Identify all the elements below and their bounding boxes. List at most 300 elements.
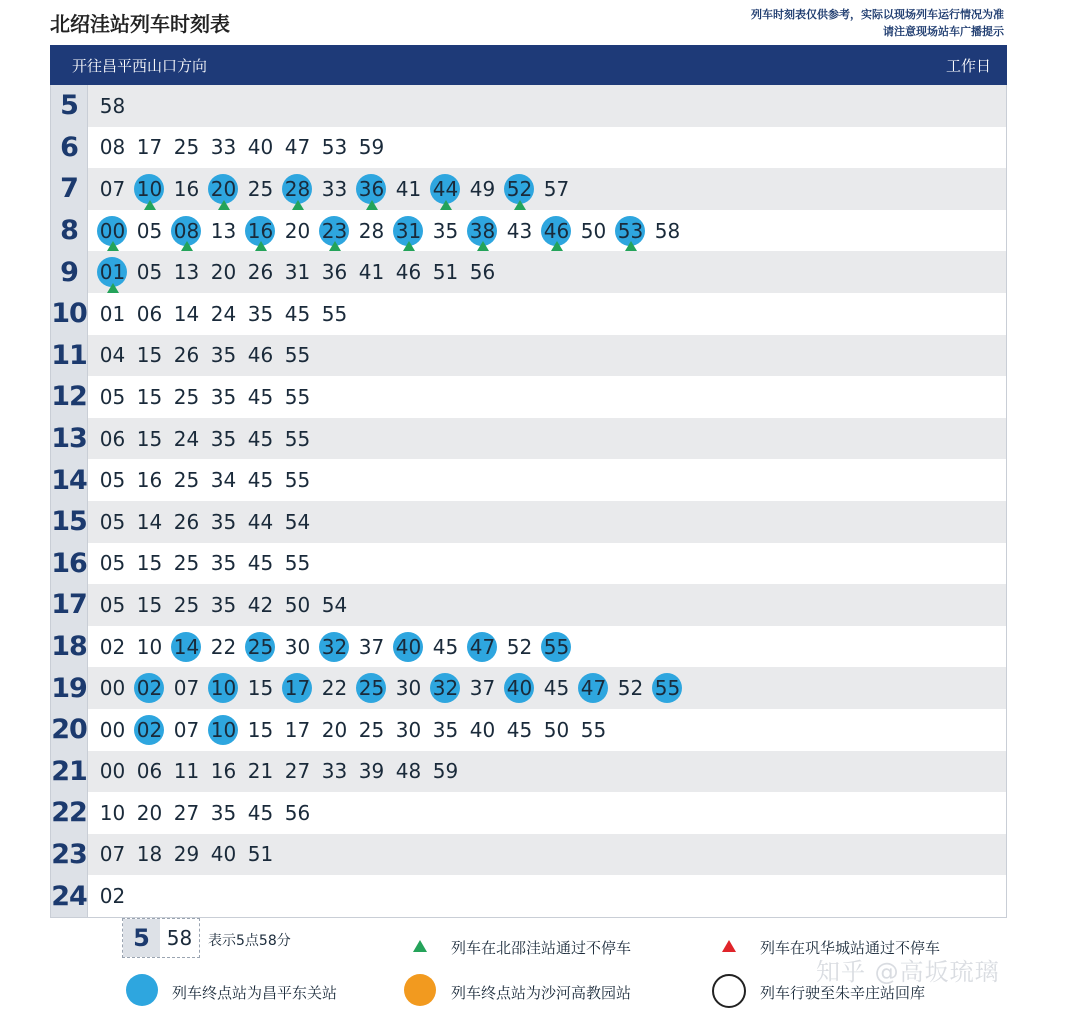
minute-value: 08	[99, 135, 126, 160]
departure-minute	[94, 376, 131, 418]
hour-row	[51, 875, 1006, 917]
minute-value: 50	[284, 592, 311, 617]
departure-minute	[168, 751, 205, 793]
minutes-list	[88, 459, 316, 501]
green-triangle-icon	[292, 200, 304, 210]
hour-row	[51, 584, 1006, 626]
green-triangle-icon	[107, 241, 119, 251]
departure-minute	[168, 376, 205, 418]
minute-value: 16	[173, 176, 200, 201]
minute-value: 40	[469, 717, 496, 742]
departure-minute	[94, 335, 131, 377]
departure-minute	[279, 459, 316, 501]
departure-minute	[94, 543, 131, 585]
minute-value: 08	[173, 218, 200, 243]
hour-label: 17	[51, 584, 88, 626]
hour-row	[51, 459, 1006, 501]
watermark: 知乎 @高坂琉璃	[816, 958, 1000, 986]
departure-minute	[94, 667, 131, 709]
minute-value: 45	[247, 551, 274, 576]
minute-value: 10	[136, 176, 163, 201]
hour-row	[51, 834, 1006, 876]
green-triangle-icon	[218, 200, 230, 210]
minute-value: 47	[469, 634, 496, 659]
minute-value: 25	[358, 717, 385, 742]
minute-value: 45	[247, 800, 274, 825]
minute-value: 56	[284, 800, 311, 825]
departure-minute	[279, 501, 316, 543]
minute-value: 33	[321, 759, 348, 784]
departure-minute	[94, 501, 131, 543]
minute-value: 42	[247, 592, 274, 617]
departure-minute	[168, 626, 205, 668]
minute-value: 15	[136, 426, 163, 451]
departure-minute	[390, 751, 427, 793]
day-type-label: 工作日	[945, 56, 991, 75]
departure-minute	[279, 584, 316, 626]
minute-value: 40	[395, 634, 422, 659]
departure-minute	[131, 251, 168, 293]
minute-value: 35	[432, 717, 459, 742]
departure-minute	[279, 293, 316, 335]
departure-minute	[464, 709, 501, 751]
minute-value: 20	[210, 176, 237, 201]
minute-value: 47	[284, 135, 311, 160]
departure-minute	[353, 251, 390, 293]
minute-value: 35	[210, 426, 237, 451]
minute-value: 26	[173, 343, 200, 368]
departure-minute	[205, 543, 242, 585]
green-triangle-icon	[255, 241, 267, 251]
minute-value: 35	[210, 592, 237, 617]
minutes-list	[88, 543, 316, 585]
minute-value: 14	[173, 301, 200, 326]
departure-minute	[390, 709, 427, 751]
departure-minute	[242, 751, 279, 793]
departure-minute	[168, 210, 205, 252]
minute-value: 34	[210, 468, 237, 493]
legend-red-triangle-text: 列车在巩华城站通过不停车	[760, 939, 941, 957]
minute-value: 54	[321, 592, 348, 617]
green-triangle-icon	[366, 200, 378, 210]
departure-minute	[316, 626, 353, 668]
minute-value: 22	[321, 676, 348, 701]
departure-minute	[168, 127, 205, 169]
departure-minute	[501, 709, 538, 751]
departure-minute	[242, 501, 279, 543]
minute-value: 17	[136, 135, 163, 160]
minutes-list	[88, 501, 316, 543]
hour-row	[51, 626, 1006, 668]
departure-minute	[131, 376, 168, 418]
minute-value: 36	[321, 260, 348, 285]
hour-label: 22	[51, 792, 88, 834]
minutes-list	[88, 168, 575, 210]
red-triangle-icon	[722, 940, 736, 952]
departure-minute	[242, 335, 279, 377]
departure-minute	[464, 168, 501, 210]
minute-value: 41	[395, 176, 422, 201]
timetable-header	[50, 45, 1007, 85]
departure-minute	[205, 376, 242, 418]
minute-value: 29	[173, 842, 200, 867]
green-triangle-icon	[403, 241, 415, 251]
departure-minute	[538, 210, 575, 252]
departure-minute	[316, 751, 353, 793]
minute-value: 07	[99, 176, 126, 201]
departure-minute	[279, 792, 316, 834]
departure-minute	[279, 335, 316, 377]
minutes-list	[88, 376, 316, 418]
departure-minute	[279, 709, 316, 751]
departure-minute	[168, 251, 205, 293]
departure-minute	[464, 626, 501, 668]
departure-minute	[205, 751, 242, 793]
hour-label: 6	[51, 127, 88, 169]
departure-minute	[205, 709, 242, 751]
minute-value: 27	[284, 759, 311, 784]
minute-value: 01	[99, 260, 126, 285]
blue-circle-icon	[126, 974, 158, 1006]
departure-minute	[242, 626, 279, 668]
minute-value: 35	[210, 551, 237, 576]
hour-label: 16	[51, 543, 88, 585]
departure-minute	[353, 626, 390, 668]
minute-value: 45	[506, 717, 533, 742]
minute-value: 32	[321, 634, 348, 659]
hour-label: 13	[51, 418, 88, 460]
hour-row	[51, 709, 1006, 751]
minute-value: 44	[247, 509, 274, 534]
departure-minute	[131, 335, 168, 377]
minute-value: 35	[432, 218, 459, 243]
minute-value: 31	[395, 218, 422, 243]
departure-minute	[649, 210, 686, 252]
minute-value: 00	[99, 717, 126, 742]
departure-minute	[427, 667, 464, 709]
departure-minute	[464, 251, 501, 293]
disclaimer-note	[751, 6, 1004, 40]
minute-value: 10	[210, 717, 237, 742]
minute-value: 02	[99, 884, 126, 909]
departure-minute	[168, 459, 205, 501]
departure-minute	[538, 626, 575, 668]
minute-value: 53	[617, 218, 644, 243]
minute-value: 33	[321, 176, 348, 201]
hour-row	[51, 251, 1006, 293]
minutes-list	[88, 418, 316, 460]
departure-minute	[242, 667, 279, 709]
minutes-list	[88, 709, 612, 751]
timetable	[50, 45, 1007, 918]
departure-minute	[131, 792, 168, 834]
minute-value: 52	[506, 176, 533, 201]
minute-value: 10	[136, 634, 163, 659]
note-line-1: 列车时刻表仅供参考，实际以现场列车运行情况为准	[751, 8, 1004, 21]
departure-minute	[94, 709, 131, 751]
legend-example-text: 表示5点58分	[208, 933, 291, 949]
minute-value: 33	[210, 135, 237, 160]
minute-value: 25	[173, 135, 200, 160]
departure-minute	[501, 626, 538, 668]
hour-label: 18	[51, 626, 88, 668]
departure-minute	[242, 792, 279, 834]
minute-value: 49	[469, 176, 496, 201]
minute-value: 55	[284, 384, 311, 409]
minute-value: 50	[543, 717, 570, 742]
departure-minute	[316, 667, 353, 709]
minute-value: 14	[173, 634, 200, 659]
departure-minute	[131, 459, 168, 501]
minutes-list	[88, 834, 279, 876]
minute-value: 55	[654, 676, 681, 701]
minute-value: 36	[358, 176, 385, 201]
minute-value: 05	[99, 592, 126, 617]
departure-minute	[390, 168, 427, 210]
departure-minute	[464, 210, 501, 252]
departure-minute	[94, 834, 131, 876]
minute-value: 41	[358, 260, 385, 285]
departure-minute	[168, 293, 205, 335]
minute-value: 40	[210, 842, 237, 867]
departure-minute	[242, 543, 279, 585]
minute-value: 05	[136, 218, 163, 243]
departure-minute	[427, 251, 464, 293]
minute-value: 55	[284, 551, 311, 576]
departure-minute	[131, 667, 168, 709]
minute-value: 10	[99, 800, 126, 825]
departure-minute	[94, 127, 131, 169]
minute-value: 00	[99, 218, 126, 243]
hour-label: 9	[51, 251, 88, 293]
minute-value: 00	[99, 676, 126, 701]
departure-minute	[94, 85, 131, 127]
departure-minute	[168, 834, 205, 876]
minute-value: 30	[395, 717, 422, 742]
hour-row	[51, 543, 1006, 585]
minute-value: 07	[173, 717, 200, 742]
minute-value: 05	[99, 551, 126, 576]
minute-value: 46	[247, 343, 274, 368]
minute-value: 28	[284, 176, 311, 201]
minutes-list	[88, 584, 353, 626]
departure-minute	[168, 584, 205, 626]
hour-row	[51, 501, 1006, 543]
departure-minute	[94, 168, 131, 210]
minutes-list	[88, 85, 131, 127]
departure-minute	[205, 792, 242, 834]
hour-row	[51, 376, 1006, 418]
minute-value: 45	[543, 676, 570, 701]
departure-minute	[94, 251, 131, 293]
legend-example	[122, 918, 200, 958]
departure-minute	[279, 626, 316, 668]
departure-minute	[353, 667, 390, 709]
departure-minute	[316, 251, 353, 293]
departure-minute	[390, 210, 427, 252]
departure-minute	[353, 168, 390, 210]
minute-value: 54	[284, 509, 311, 534]
legend-orange-circle-text: 列车终点站为沙河高教园站	[451, 984, 632, 1002]
green-triangle-icon	[625, 241, 637, 251]
departure-minute	[94, 584, 131, 626]
departure-minute	[205, 834, 242, 876]
minutes-list	[88, 293, 353, 335]
minute-value: 28	[358, 218, 385, 243]
departure-minute	[649, 667, 686, 709]
minute-value: 44	[432, 176, 459, 201]
hour-label: 21	[51, 751, 88, 793]
hour-label: 5	[51, 85, 88, 127]
departure-minute	[242, 376, 279, 418]
minute-value: 17	[284, 717, 311, 742]
white-circle-icon	[712, 974, 746, 1008]
minutes-list	[88, 251, 501, 293]
minute-value: 35	[210, 509, 237, 534]
minute-value: 25	[247, 176, 274, 201]
departure-minute	[427, 210, 464, 252]
departure-minute	[427, 709, 464, 751]
minute-value: 45	[432, 634, 459, 659]
departure-minute	[575, 210, 612, 252]
departure-minute	[242, 168, 279, 210]
minute-value: 16	[247, 218, 274, 243]
minute-value: 45	[247, 426, 274, 451]
minute-value: 06	[99, 426, 126, 451]
minute-value: 56	[469, 260, 496, 285]
departure-minute	[205, 210, 242, 252]
green-triangle-icon	[440, 200, 452, 210]
minute-value: 35	[247, 301, 274, 326]
minutes-list	[88, 335, 316, 377]
page-title: 北绍洼站列车时刻表	[50, 12, 230, 36]
note-line-2: 请注意现场站车广播提示	[883, 25, 1004, 38]
minute-value: 53	[321, 135, 348, 160]
departure-minute	[390, 667, 427, 709]
hour-row	[51, 667, 1006, 709]
minute-value: 05	[99, 384, 126, 409]
departure-minute	[612, 210, 649, 252]
minute-value: 40	[506, 676, 533, 701]
departure-minute	[353, 751, 390, 793]
departure-minute	[538, 667, 575, 709]
departure-minute	[205, 251, 242, 293]
minute-value: 16	[136, 468, 163, 493]
minute-value: 06	[136, 759, 163, 784]
minute-value: 17	[284, 676, 311, 701]
departure-minute	[242, 459, 279, 501]
minute-value: 37	[358, 634, 385, 659]
departure-minute	[168, 335, 205, 377]
minute-value: 26	[173, 509, 200, 534]
minute-value: 15	[136, 592, 163, 617]
orange-circle-icon	[404, 974, 436, 1006]
departure-minute	[279, 543, 316, 585]
minute-value: 15	[247, 717, 274, 742]
minute-value: 59	[432, 759, 459, 784]
minute-value: 26	[247, 260, 274, 285]
departure-minute	[131, 834, 168, 876]
hour-row	[51, 168, 1006, 210]
departure-minute	[242, 127, 279, 169]
legend-example-minute: 58	[166, 926, 193, 950]
green-triangle-icon	[514, 200, 526, 210]
minute-value: 47	[580, 676, 607, 701]
minute-value: 55	[284, 426, 311, 451]
departure-minute	[242, 584, 279, 626]
departure-minute	[353, 127, 390, 169]
departure-minute	[242, 834, 279, 876]
minutes-list	[88, 626, 575, 668]
departure-minute	[205, 418, 242, 460]
minute-value: 14	[136, 509, 163, 534]
minute-value: 27	[173, 800, 200, 825]
departure-minute	[390, 626, 427, 668]
minutes-list	[88, 667, 686, 709]
minute-value: 31	[284, 260, 311, 285]
hour-label: 10	[51, 293, 88, 335]
hour-row	[51, 751, 1006, 793]
minute-value: 02	[136, 717, 163, 742]
minute-value: 20	[321, 717, 348, 742]
departure-minute	[205, 501, 242, 543]
green-triangle-icon	[413, 940, 427, 952]
departure-minute	[131, 293, 168, 335]
departure-minute	[279, 376, 316, 418]
minute-value: 22	[210, 634, 237, 659]
hour-row	[51, 210, 1006, 252]
departure-minute	[94, 792, 131, 834]
minute-value: 25	[173, 592, 200, 617]
departure-minute	[205, 335, 242, 377]
minute-value: 01	[99, 301, 126, 326]
departure-minute	[501, 667, 538, 709]
hour-label: 19	[51, 667, 88, 709]
departure-minute	[94, 626, 131, 668]
hour-row	[51, 418, 1006, 460]
departure-minute	[205, 127, 242, 169]
departure-minute	[279, 751, 316, 793]
minute-value: 45	[247, 468, 274, 493]
direction-label: 开往昌平西山口方向	[72, 56, 208, 75]
departure-minute	[131, 418, 168, 460]
departure-minute	[94, 210, 131, 252]
minute-value: 07	[173, 676, 200, 701]
departure-minute	[131, 168, 168, 210]
minute-value: 11	[173, 759, 200, 784]
departure-minute	[168, 168, 205, 210]
hour-label: 11	[51, 335, 88, 377]
departure-minute	[131, 127, 168, 169]
minute-value: 02	[99, 634, 126, 659]
minute-value: 20	[210, 260, 237, 285]
hour-label: 14	[51, 459, 88, 501]
minute-value: 25	[173, 468, 200, 493]
minute-value: 58	[654, 218, 681, 243]
departure-minute	[94, 293, 131, 335]
departure-minute	[279, 418, 316, 460]
departure-minute	[279, 168, 316, 210]
departure-minute	[279, 667, 316, 709]
minute-value: 25	[173, 551, 200, 576]
departure-minute	[279, 251, 316, 293]
hour-label: 7	[51, 168, 88, 210]
departure-minute	[168, 709, 205, 751]
departure-minute	[242, 210, 279, 252]
departure-minute	[168, 667, 205, 709]
minutes-list	[88, 875, 131, 917]
minute-value: 32	[432, 676, 459, 701]
